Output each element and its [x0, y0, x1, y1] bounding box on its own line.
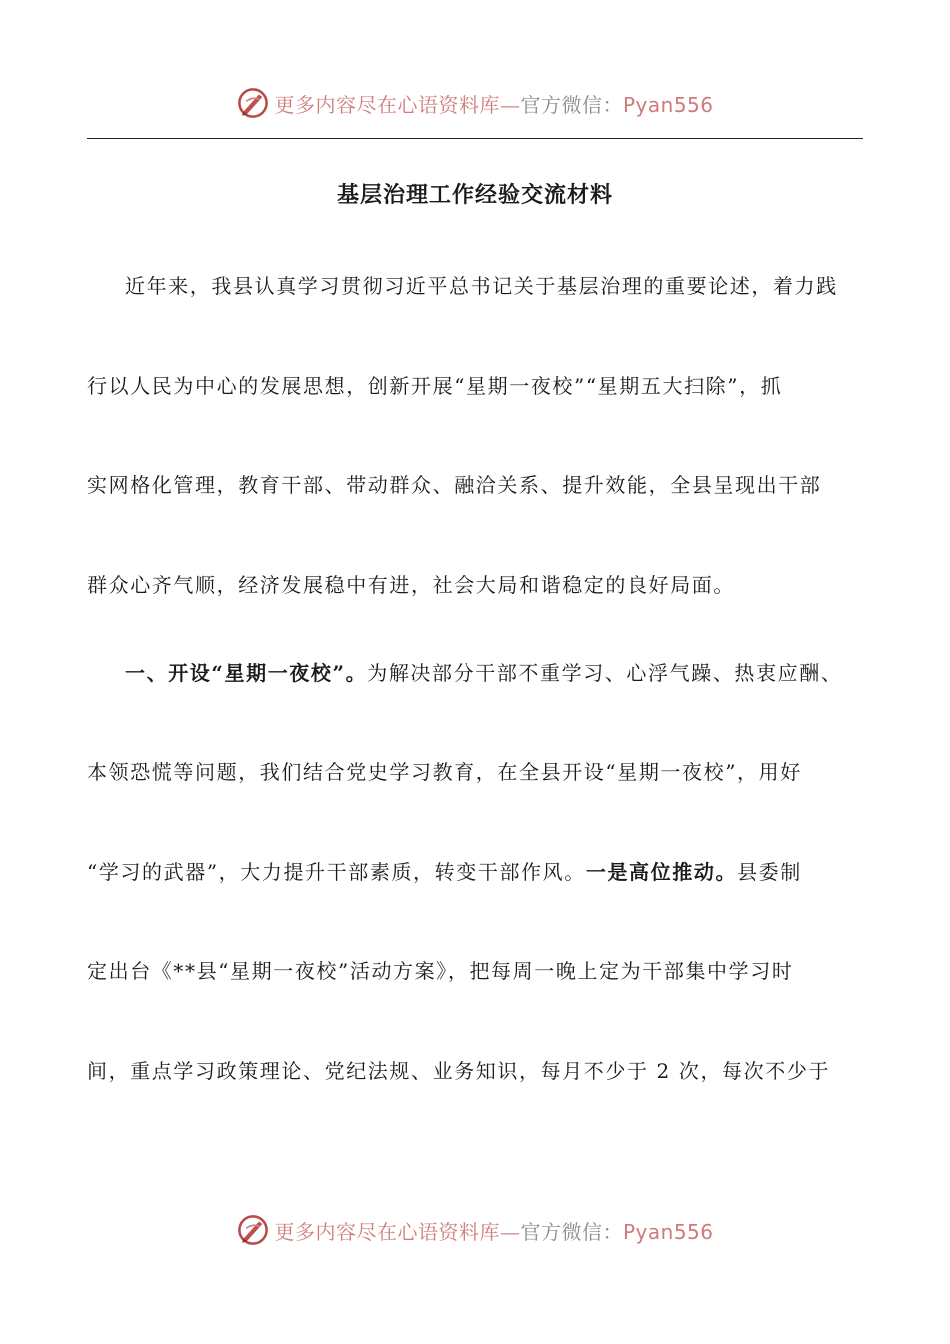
section-1-line-3 — [87, 857, 867, 887]
header-banner-dash: — — [499, 92, 521, 117]
paragraph-1-line-2: 行以人民为中心的发展思想，创新开展“星期一夜校”“星期五大扫除”，抓 — [87, 374, 783, 398]
header-banner-gray-text: 官方微信： — [520, 92, 623, 117]
section-1-heading: 一、开设“星期一夜校”。 — [125, 661, 368, 685]
footer-banner-text — [274, 1216, 713, 1245]
paragraph-1-line-3: 实网格化管理，教育干部、带动群众、融洽关系、提升效能，全县呈现出干部 — [87, 473, 822, 497]
section-1-line-3-pre: “学习的武器”，大力提升干部素质，转变干部作风。 — [87, 860, 586, 884]
paragraph-1-line-4: 群众心齐气顺，经济发展稳中有进，社会大局和谐稳定的良好局面。 — [87, 573, 735, 597]
section-1-line-4: 定出台《**县“星期一夜校”活动方案》，把每周一晚上定为干部集中学习时 — [87, 959, 794, 983]
section-1-line-1 — [87, 658, 867, 688]
document-title: 基层治理工作经验交流材料 — [336, 182, 613, 208]
pen-logo-icon — [236, 86, 270, 120]
header-banner — [0, 83, 950, 123]
footer-banner-wechat-id: Pyan556 — [622, 1219, 714, 1244]
header-rule — [87, 138, 863, 139]
footer-banner-dash: — — [499, 1219, 521, 1244]
header-banner-red-text: 更多内容尽在心语资料库 — [274, 92, 500, 117]
section-1-line-2: 本领恐慌等问题，我们结合党史学习教育，在全县开设“星期一夜校”，用好 — [87, 760, 802, 784]
footer-banner — [0, 1210, 950, 1250]
footer-banner-red-text: 更多内容尽在心语资料库 — [274, 1219, 500, 1244]
paragraph-1-line-1: 近年来，我县认真学习贯彻习近平总书记关于基层治理的重要论述，着力践 — [125, 274, 838, 298]
header-banner-wechat-id: Pyan556 — [622, 92, 714, 117]
section-1-line-5: 间，重点学习政策理论、党纪法规、业务知识，每月不少于 2 次，每次不少于 — [87, 1059, 831, 1083]
footer-banner-gray-text: 官方微信： — [520, 1219, 623, 1244]
subpoint-1-heading: 一是高位推动。 — [585, 860, 738, 884]
header-banner-text — [274, 89, 713, 118]
pen-logo-icon — [236, 1213, 270, 1247]
section-1-line-1-text: 为解决部分干部不重学习、心浮气躁、热衷应酬、 — [367, 661, 843, 685]
section-1-line-3-post: 县委制 — [737, 860, 802, 884]
